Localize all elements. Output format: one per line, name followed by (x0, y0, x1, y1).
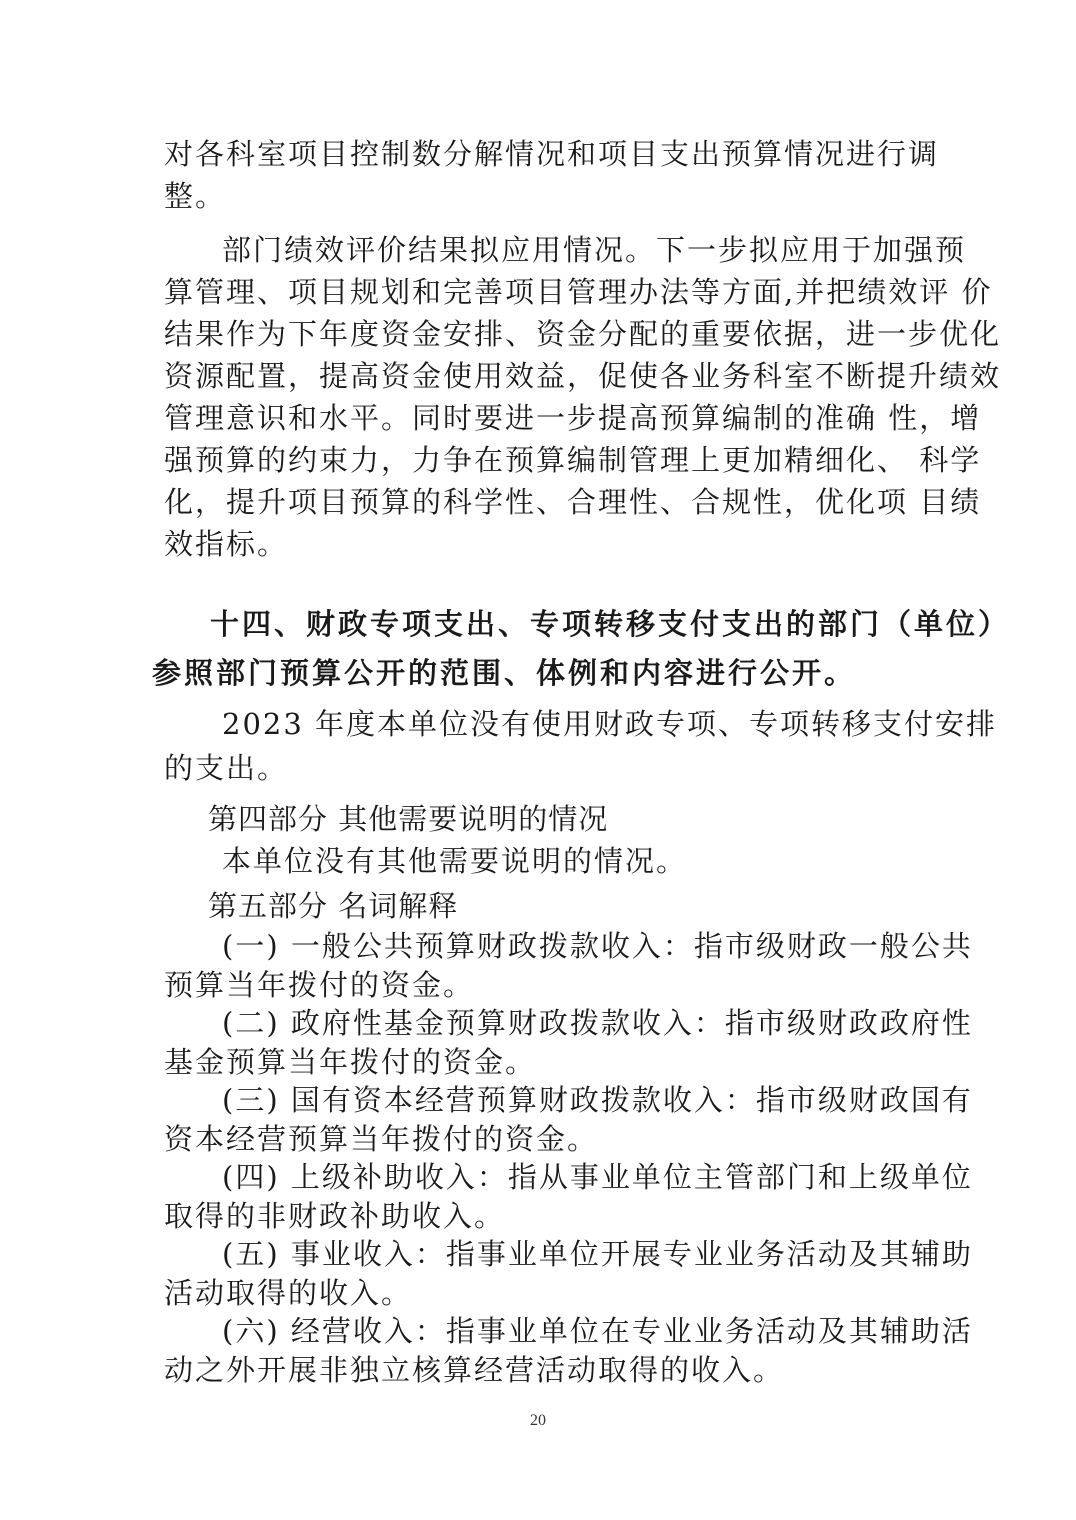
paragraph-line: 结果作为下年度资金安排、资金分配的重要依据，进一步优化 (164, 317, 1002, 351)
definition-line: (五) 事业收入：指事业单位开展专业业务活动及其辅助 (222, 1237, 973, 1271)
paragraph-line: 本单位没有其他需要说明的情况。 (222, 844, 688, 878)
definition-line: (六) 经营收入：指事业单位在专业业务活动及其辅助活 (222, 1314, 973, 1348)
definition-line: 活动取得的收入。 (164, 1276, 413, 1310)
section-heading: 参照部门预算公开的范围、体例和内容进行公开。 (152, 656, 857, 690)
paragraph-line: 化，提升项目预算的科学性、合理性、合规性，优化项 目绩 (164, 485, 982, 519)
definition-line: (四) 上级补助收入：指从事业单位主管部门和上级单位 (222, 1160, 973, 1194)
definition-line: 资本经营预算当年拨付的资金。 (164, 1122, 599, 1156)
paragraph-line: 整。 (164, 179, 227, 213)
part-title: 第五部分 名词解释 (208, 889, 459, 923)
paragraph-line: 的支出。 (164, 751, 289, 785)
definition-line: 动之外开展非独立核算经营活动取得的收入。 (164, 1353, 785, 1387)
paragraph-line: 管理意识和水平。同时要进一步提高预算编制的准确 性，增 (164, 401, 982, 435)
section-heading: 十四、财政专项支出、专项转移支付支出的部门（单位） (210, 607, 1011, 641)
paragraph-line: 部门绩效评价结果拟应用情况。下一步拟应用于加强预 (222, 233, 967, 267)
definition-line: (二) 政府性基金预算财政拨款收入：指市级财政政府性 (222, 1006, 973, 1040)
definition-line: (一) 一般公共预算财政拨款收入：指市级财政一般公共 (222, 929, 973, 963)
paragraph-line: 对各科室项目控制数分解情况和项目支出预算情况进行调 (164, 137, 940, 171)
paragraph-line: 资源配置，提高资金使用效益，促使各业务科室不断提升绩效 (164, 359, 1002, 393)
paragraph-line: 算管理、项目规划和完善项目管理办法等方面,并把绩效评 价 (164, 275, 993, 309)
paragraph-line: 效指标。 (164, 527, 289, 561)
definition-line: 取得的非财政补助收入。 (164, 1199, 506, 1233)
page-number: 20 (530, 1412, 546, 1429)
definition-line: (三) 国有资本经营预算财政拨款收入：指市级财政国有 (222, 1083, 973, 1117)
part-title: 第四部分 其他需要说明的情况 (208, 802, 609, 836)
paragraph-line: 2023 年度本单位没有使用财政专项、专项转移支付安排 (222, 707, 998, 741)
definition-line: 预算当年拨付的资金。 (164, 968, 475, 1002)
definition-line: 基金预算当年拨付的资金。 (164, 1045, 537, 1079)
paragraph-line: 强预算的约束力，力争在预算编制管理上更加精细化、 科学 (164, 443, 982, 477)
